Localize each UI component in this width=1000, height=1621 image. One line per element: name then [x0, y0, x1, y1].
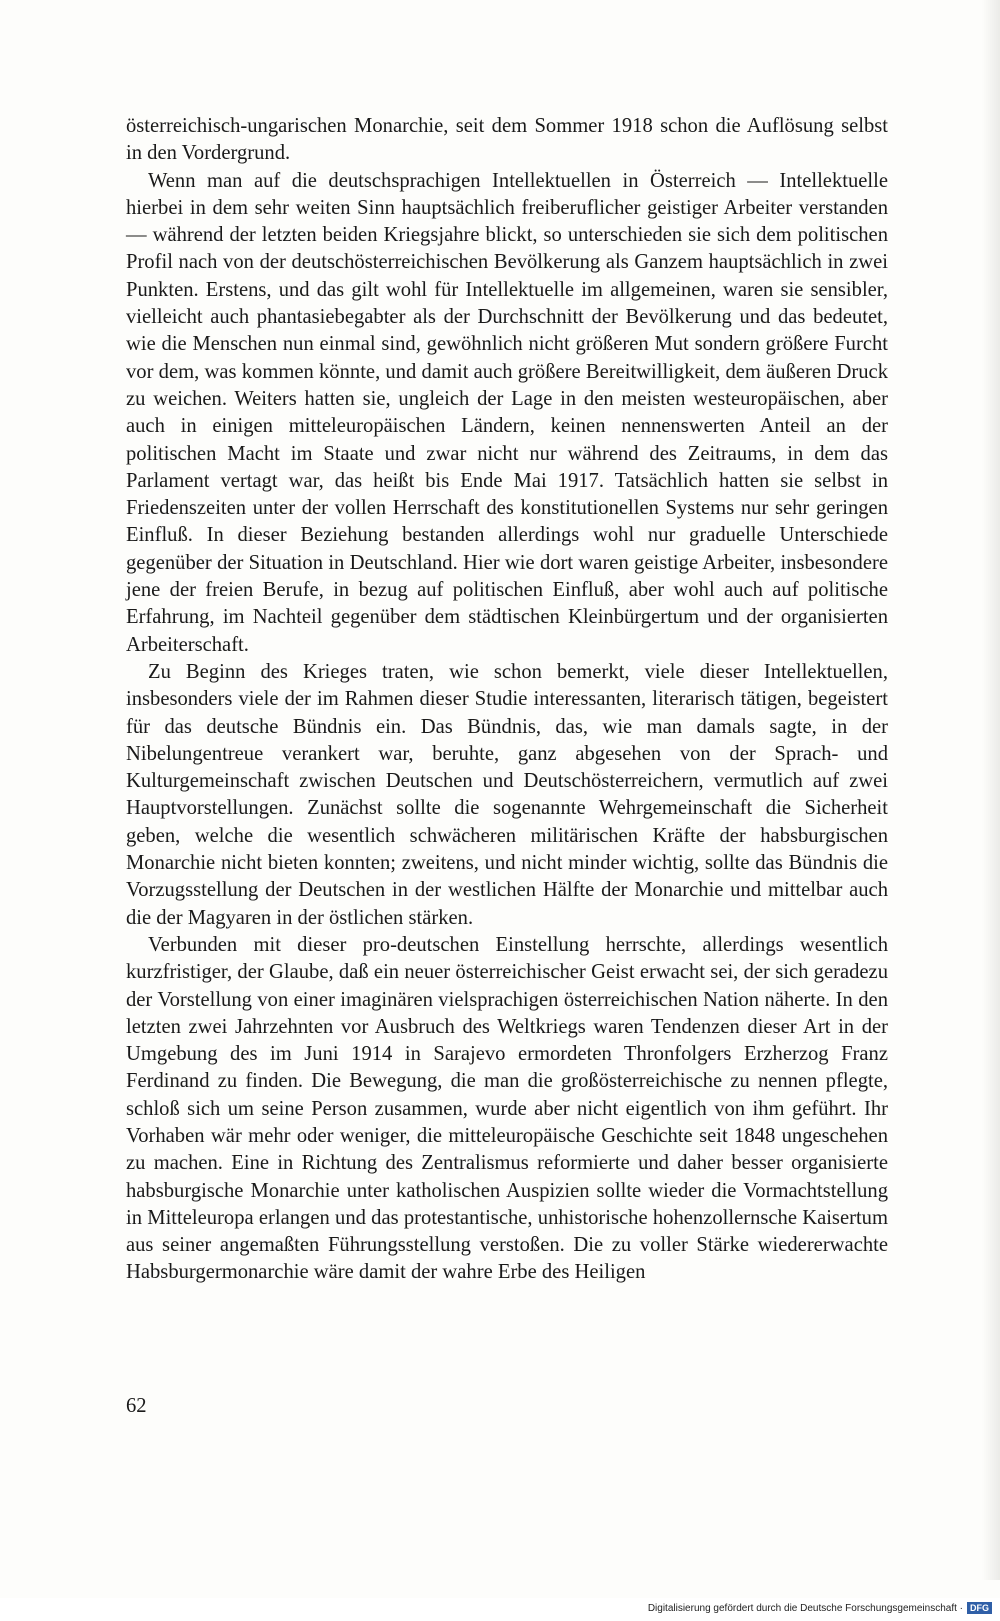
paragraph: Zu Beginn des Krieges traten, wie schon bemerkt, viele dieser Intellektuellen, insbesonders viele der im Rahmen dieser Studie interessanten, literarisch tätigen, begeistert für das deutsche Bündnis ein. Das Bündnis, das, wie man damals sagte, in der Nibelungentreue verankert war, beruhte, ganz abgesehen von der Sprach- und Kulturgemeinschaft zwischen Deutschen und Deutschösterreichern, vermutlich auf zwei Hauptvorstellungen. Zunächst sollte die sogenannte Wehrgemeinschaft die Sicherheit geben, welche die wesentlich schwächeren militärischen Kräfte der habsburgischen Monarchie nicht bieten konnten; zweitens, und nicht minder wichtig, sollte das Bündnis die Vorzugsstellung der Deutschen in der westlichen Hälfte der Monarchie und mittelbar auch die der Magyaren in der östlichen stärken. — [126, 660, 888, 929]
page-number: 62 — [126, 1395, 147, 1417]
paragraph: Verbunden mit dieser pro-deutschen Einstellung herrschte, allerdings wesentlich kurzfristiger, der Glaube, daß ein neuer österreichischer Geist erwacht sei, der sich geradezu der Vorstellung von einer imaginären vielsprachigen österreichischen Nation näherte. In den letzten zwei Jahrzehnten vor Ausbruch des Weltkriegs waren Tendenzen dieser Art in der Umgebung des im Juni 1914 in Sarajevo ermordeten Thronfolgers Erzherzog Franz Ferdinand zu finden. Die Bewegung, die man die großösterreichische zu nennen pflegte, schloß sich um seine Person zusammen, wurde aber nicht eigentlich von ihm geführt. Ihr Vorhaben wär mehr oder weniger, die mitteleuropäische Geschichte seit 1848 ungeschehen zu machen. Eine in Richtung des Zentralismus reformierte und daher besser organisierte habsburgische Monarchie unter katholischen Auspizien sollte wieder die Vormachtstellung in Mitteleuropa erlangen und das protestantische, unhistorische hohenzollernsche Kaisertum aus seiner angemaßten Führungsstellung verstoßen. Die zu voller Stärke wiedererwachte Habsburgermonarchie wäre damit der wahre Erbe des Heiligen — [126, 933, 888, 1284]
paragraph: Wenn man auf die deutschsprachigen Intellektuellen in Österreich — Intellektuelle hierbei in dem sehr weiten Sinn hauptsächlich freiberuflicher geistiger Arbeiter verstanden — während der letzten beiden Kriegsjahre blickt, so unterschieden sie sich dem politischen Profil nach von der deutschösterreichischen Bevölkerung als Ganzem hauptsächlich in zwei Punkten. Erstens, und das gilt wohl für Intellektuelle im allgemeinen, waren sie sensibler, vielleicht auch phantasiebegabter als der Durchschnitt der Bevölkerung und das bedeutet, wie die Menschen nun einmal sind, gewöhnlich nicht größeren Mut sondern größere Furcht vor dem, was kommen könnte, und damit auch größere Bereitwilligkeit, dem äußeren Druck zu weichen. Weiters hatten sie, ungleich der Lage in den meisten westeuropäischen, aber auch in einigen mitteleuropäischen Ländern, keinen nennenswerten Anteil an der politischen Macht im Staate und zwar nicht nur während des Zeitraums, in dem das Parlament vertagt war, das heißt bis Ende Mai 1917. Tatsächlich hatten sie selbst in Friedenszeiten unter der vollen Herrschaft des konstitutionellen Systems nur sehr geringen Einfluß. In dieser Beziehung bestanden allerdings wohl nur graduelle Unterschiede gegenüber der Situation in Deutschland. Hier wie dort waren geistige Arbeiter, insbesondere jene der freien Berufe, in bezug auf politischen Einfluß, aber wohl auch auf politische Erfahrung, im Nachteil gegenüber dem städtischen Kleinbürgertum und der organisierten Arbeiterschaft. — [126, 169, 888, 656]
paragraph-continued: österreichisch-ungarischen Monarchie, seit dem Sommer 1918 schon die Auflösung selbst in den Vordergrund. — [126, 115, 888, 165]
body-text — [126, 113, 888, 1287]
dfg-logo-icon: DFG — [967, 1602, 992, 1614]
digitization-footer — [648, 1602, 992, 1614]
footer-text: Digitalisierung gefördert durch die Deutsche Forschungsgemeinschaft · — [647, 1602, 963, 1614]
